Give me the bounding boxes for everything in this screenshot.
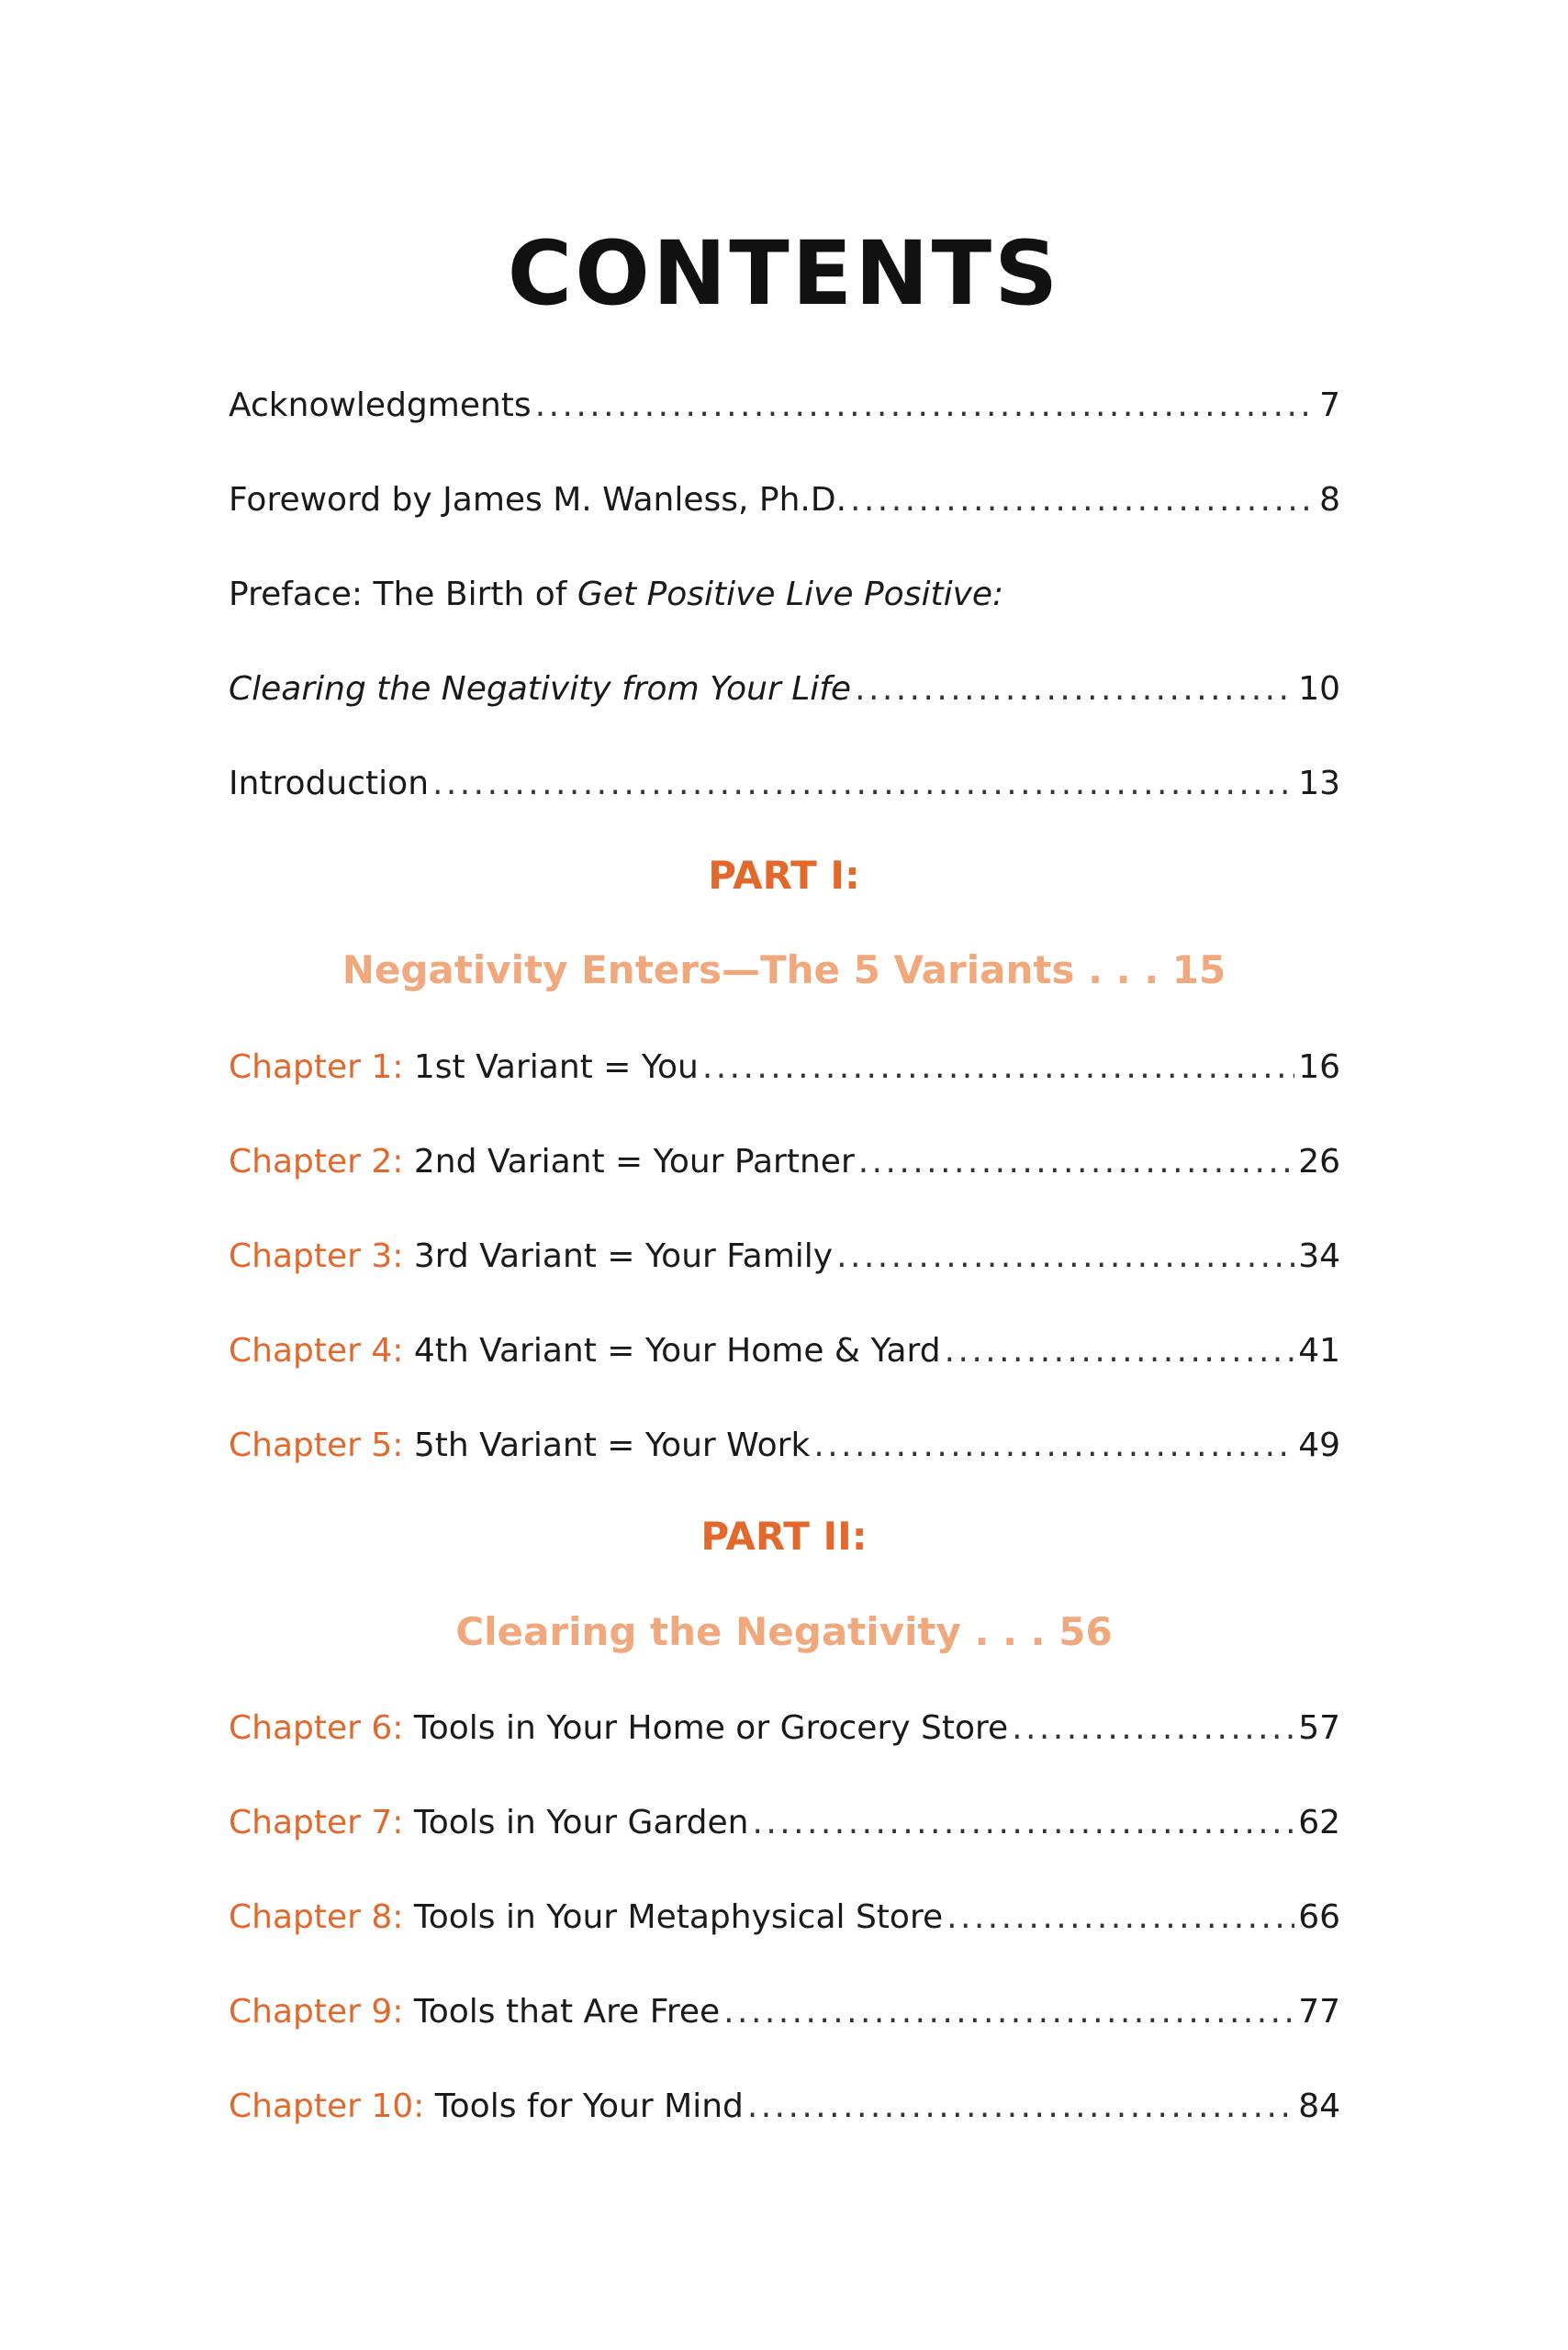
toc-entry-page: 84 xyxy=(1298,2087,1340,2125)
chapter-number: Chapter 1: xyxy=(229,1048,404,1086)
dot-leader xyxy=(813,1420,1294,1472)
toc-entry-label: Foreword by James M. Wanless, Ph.D. xyxy=(229,481,847,519)
dot-leader xyxy=(850,475,1316,526)
dot-leader xyxy=(836,1231,1294,1282)
dot-leader xyxy=(1012,1703,1294,1754)
toc-entry-chapter-3 xyxy=(229,1231,1340,1282)
chapter-title: 5th Variant = Your Work xyxy=(413,1427,811,1464)
page-title: CONTENTS xyxy=(507,222,1061,325)
toc-entry-label xyxy=(229,1042,699,1093)
dot-leader xyxy=(702,1042,1294,1093)
toc-entry-label xyxy=(229,1326,941,1377)
toc-entry-chapter-4 xyxy=(229,1326,1340,1377)
toc-entry-preface xyxy=(229,569,1340,621)
chapter-number: Chapter 5: xyxy=(229,1427,404,1464)
toc-entry-page: 62 xyxy=(1298,1804,1340,1841)
toc-entry-chapter-8 xyxy=(229,1892,1340,1943)
chapter-number: Chapter 7: xyxy=(229,1804,404,1841)
toc-entry-page: 16 xyxy=(1298,1048,1340,1086)
toc-entry-page: 13 xyxy=(1298,765,1340,802)
toc-entry-page: 10 xyxy=(1298,670,1340,708)
dot-leader xyxy=(432,758,1294,810)
dot-leader xyxy=(747,2081,1294,2132)
dot-leader xyxy=(723,1986,1294,2038)
chapter-number: Chapter 6: xyxy=(229,1709,404,1747)
toc-entry-page: 57 xyxy=(1298,1709,1340,1747)
chapter-title: Tools in Your Home or Grocery Store xyxy=(413,1709,1009,1747)
toc-entry-chapter-9 xyxy=(229,1986,1340,2038)
toc-entry-page: 26 xyxy=(1298,1143,1340,1181)
toc-entry-label xyxy=(229,1136,855,1188)
toc-entry-page: 34 xyxy=(1298,1237,1340,1275)
preface-prefix: Preface: The Birth of xyxy=(229,576,577,613)
part-1-subheading: Negativity Enters—The 5 Variants . . . 15 xyxy=(342,947,1226,992)
toc-entry-label xyxy=(229,1703,1008,1754)
toc-entry-chapter-6 xyxy=(229,1703,1340,1754)
chapter-title: Tools that Are Free xyxy=(413,1993,721,2031)
chapter-title: 1st Variant = You xyxy=(413,1048,699,1086)
chapter-number: Chapter 2: xyxy=(229,1143,404,1181)
part-1-heading: PART I: xyxy=(708,853,860,898)
toc-entry-label: Acknowledgments xyxy=(229,386,532,424)
toc-entry-page: 49 xyxy=(1298,1427,1340,1464)
toc-entry-chapter-1 xyxy=(229,1042,1340,1093)
toc-entry-label xyxy=(229,569,1340,621)
preface-book-title: Get Positive Live Positive: xyxy=(577,576,1004,613)
toc-entry-acknowledgments xyxy=(229,380,1340,431)
chapter-title: Tools for Your Mind xyxy=(434,2087,744,2125)
dot-leader xyxy=(855,664,1294,715)
toc-entry-introduction xyxy=(229,758,1340,810)
toc-entry-page: 66 xyxy=(1298,1898,1340,1936)
toc-entry-label xyxy=(229,1892,943,1943)
chapter-number: Chapter 4: xyxy=(229,1332,404,1370)
dot-leader xyxy=(945,1326,1295,1377)
toc-entry-chapter-5 xyxy=(229,1420,1340,1472)
toc-entry-page: 41 xyxy=(1298,1332,1340,1370)
chapter-title: Tools in Your Metaphysical Store xyxy=(413,1898,944,1936)
toc-entry-chapter-2 xyxy=(229,1136,1340,1188)
toc-entry-label xyxy=(229,2081,744,2132)
chapter-number: Chapter 9: xyxy=(229,1993,404,2031)
chapter-number: Chapter 10: xyxy=(229,2087,425,2125)
toc-entry-label: Introduction xyxy=(229,765,430,802)
toc-entry-page: 77 xyxy=(1298,1993,1340,2031)
toc-entry-label xyxy=(229,1231,833,1282)
toc-entry-page: 8 xyxy=(1319,481,1340,519)
toc-entry-page: 7 xyxy=(1319,386,1340,424)
part-2-subheading: Clearing the Negativity . . . 56 xyxy=(455,1609,1113,1654)
chapter-title: 4th Variant = Your Home & Yard xyxy=(413,1332,941,1370)
dot-leader xyxy=(946,1892,1294,1943)
toc-entry-foreword xyxy=(229,475,1340,526)
chapter-title: 2nd Variant = Your Partner xyxy=(413,1143,855,1181)
chapter-number: Chapter 8: xyxy=(229,1898,404,1936)
toc-entry-label: Clearing the Negativity from Your Life xyxy=(229,670,852,708)
toc-entry-label xyxy=(229,1797,748,1849)
toc-entry-chapter-10 xyxy=(229,2081,1340,2132)
dot-leader xyxy=(858,1136,1294,1188)
toc-entry-preface-continued xyxy=(229,664,1340,715)
chapter-title: Tools in Your Garden xyxy=(413,1804,749,1841)
chapter-title: 3rd Variant = Your Family xyxy=(413,1237,834,1275)
part-2-heading: PART II: xyxy=(700,1514,868,1559)
toc-entry-chapter-7 xyxy=(229,1797,1340,1849)
toc-entry-label xyxy=(229,1420,810,1472)
toc-entry-label xyxy=(229,1986,720,2038)
dot-leader xyxy=(752,1797,1294,1849)
chapter-number: Chapter 3: xyxy=(229,1237,404,1275)
dot-leader xyxy=(535,380,1316,431)
